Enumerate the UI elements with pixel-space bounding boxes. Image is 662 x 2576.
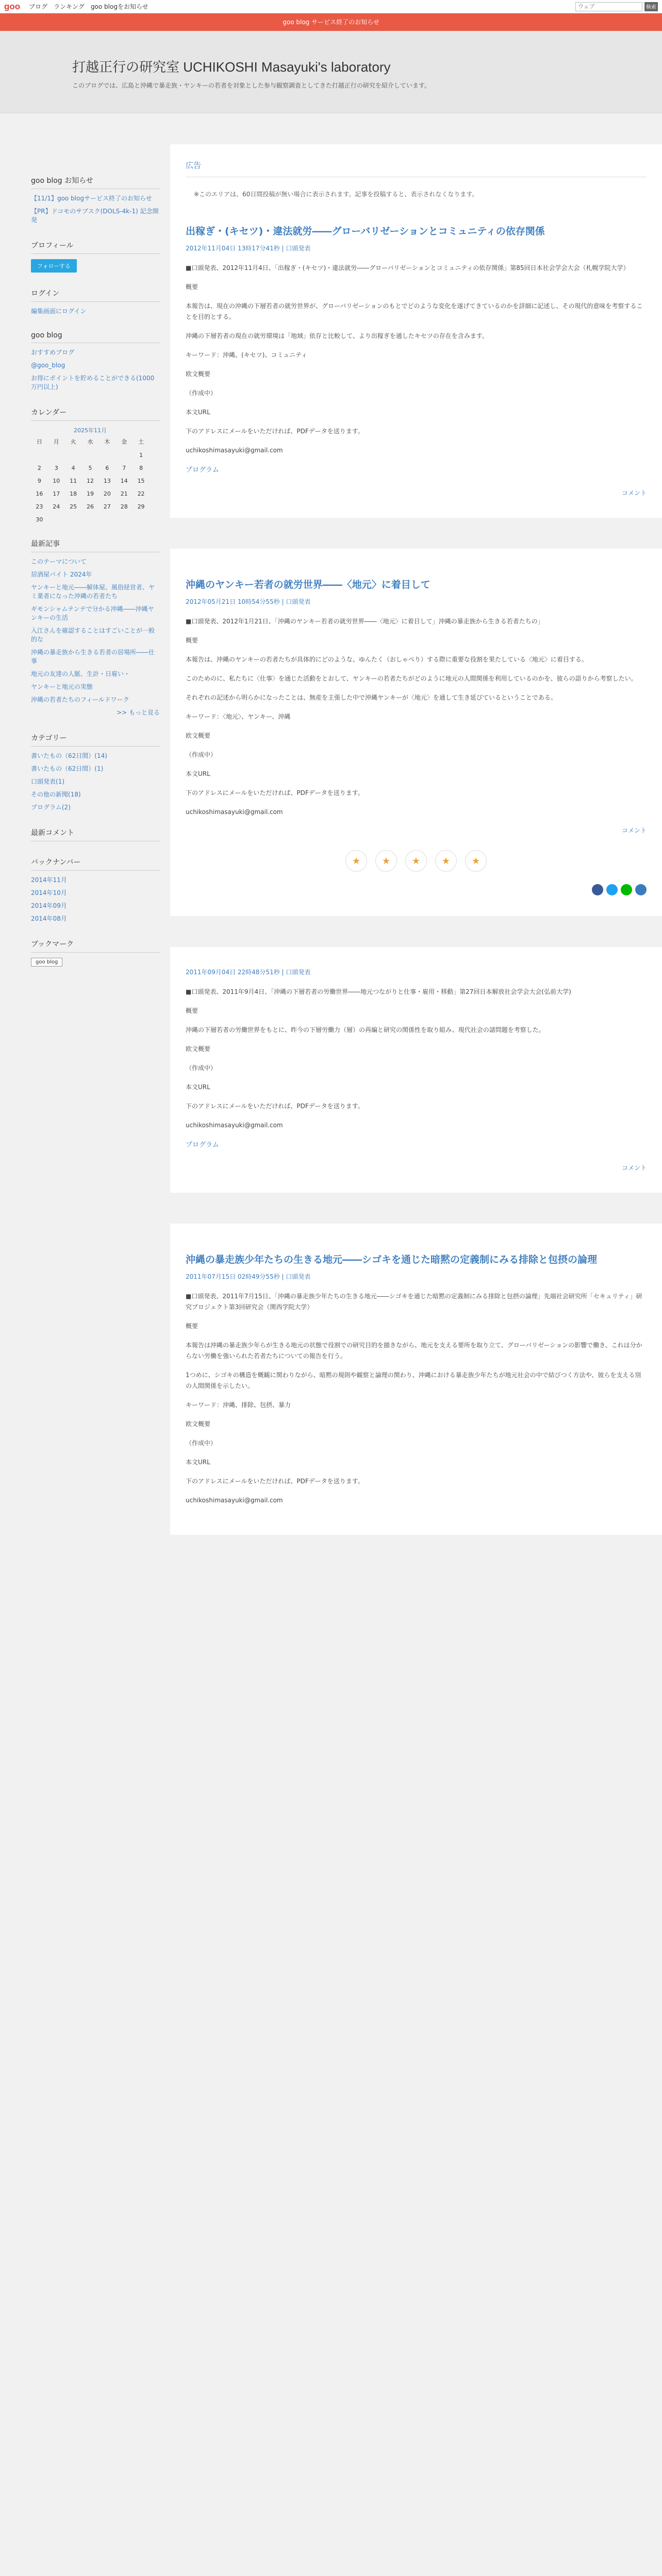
nav-ranking[interactable]: ランキング <box>54 3 85 10</box>
recent-block <box>31 538 170 717</box>
post-paragraph: uchikoshimasayuki@gmail.com <box>186 447 283 454</box>
post-date[interactable]: 2011年09月04日 22時48分51秒 | 口頭発表 <box>186 969 311 976</box>
post-paragraph: キーワード：沖縄、排除、包摂、暴力 <box>186 1401 291 1409</box>
post-paragraph: （作成中） <box>186 1064 217 1072</box>
post <box>170 1224 662 1535</box>
post-title[interactable]: 沖縄の暴走族少年たちの生きる地元――シゴキを通じた暗黙の定義制にみる排除と包摂の論理 <box>186 1254 598 1265</box>
post-paragraph: uchikoshimasayuki@gmail.com <box>186 1497 283 1504</box>
top-nav <box>29 2 153 11</box>
post-date[interactable]: 2012年11月04日 13時17分41秒 | 口頭発表 <box>186 245 311 252</box>
calendar-day: 25 <box>70 503 77 510</box>
nav-notice[interactable]: goo blogをお知らせ <box>90 3 148 10</box>
calendar-day <box>115 516 133 523</box>
calendar-day: 日 <box>36 438 42 445</box>
top-search <box>575 2 658 11</box>
post <box>170 947 662 1193</box>
goo-link[interactable]: @goo_blog <box>31 362 65 369</box>
post-paragraph: 本文URL <box>186 770 210 777</box>
calendar-day: 28 <box>120 503 128 510</box>
calendar-day: 29 <box>137 503 145 510</box>
notice-block <box>31 175 170 225</box>
category-title: カテゴリー <box>31 733 160 747</box>
post <box>170 144 662 518</box>
post-paragraph: 下のアドレスにメールをいただければ、PDFデータを送ります。 <box>186 789 364 796</box>
calendar-day: 5 <box>88 465 92 471</box>
comment-link[interactable]: コメント <box>621 1164 647 1172</box>
calendar-day <box>48 516 65 523</box>
goo-block <box>31 331 170 392</box>
calendar-day <box>82 516 99 523</box>
notice-item[interactable]: 【PR】ドコモのサブスク(DOLS-4k-1) 記念開発 <box>31 208 159 224</box>
sidebar <box>31 113 170 1566</box>
calendar-day <box>98 452 115 459</box>
recent-item[interactable]: 入江さんを確認することはすごいことが一般的な <box>31 627 155 643</box>
calendar-day <box>82 452 99 459</box>
blog-subtitle: このブログでは、広島と沖縄で暴走族・ヤンキーの若者を対象とした参与観察調査としてきた打越正行の研究を紹介しています。 <box>72 82 431 89</box>
comment-title: 最新コメント <box>31 827 160 841</box>
recent-title: 最新記事 <box>31 538 160 552</box>
calendar-day: 26 <box>86 503 94 510</box>
post-paragraph: ■口頭発表、2011年7月15日、「沖縄の暴走族少年たちの生きる地元――シゴキを通じた暗黙の定義制にみる排除と包摂の論理」先端社会研究所「セキュリティ」研究プロジェクト第3回研究会（関西学院大学） <box>186 1293 642 1311</box>
category-link[interactable]: プログラム <box>186 1141 219 1149</box>
calendar-day: 8 <box>139 465 143 471</box>
post-paragraph: 本報告は、沖縄のヤンキーの若者たちが具体的にどのような、ゆんたく（おしゃべり）する際に重要な役割を果たしている〈地元〉に着目する。 <box>186 656 588 663</box>
calendar-day: 12 <box>86 478 94 484</box>
backnumber-item[interactable]: 2014年09月 <box>31 902 67 909</box>
calendar-day: 7 <box>122 465 126 471</box>
backnumber-item[interactable]: 2014年11月 <box>31 876 67 884</box>
blog-header <box>0 31 662 113</box>
post-paragraph: 欧文概要 <box>186 370 211 378</box>
category-item[interactable]: プログラム(2) <box>31 804 71 811</box>
category-item[interactable]: 書いたもの（62日間）(1) <box>31 765 104 772</box>
post-paragraph: 1つめに、シゴキの構造を概観に関わりながら、暗黙の規則や観察と論理の関わり、沖縄における暴走族少年たちが地元社会の中で結びつく方法や、彼らを支える別の人間関係を示したい。 <box>186 1371 641 1389</box>
ad-label: 広告 <box>186 160 647 177</box>
calendar-day: 木 <box>104 438 110 445</box>
recent-item[interactable]: 沖縄の若者たちのフィールドワーク <box>31 696 129 703</box>
calendar-day: 1 <box>139 452 143 459</box>
search-button[interactable]: 検索 <box>644 2 658 11</box>
post-paragraph: 沖縄の下層若者の現在の就労環境は「地域」依存と比較して、より出稼ぎを通したキセツの存在を含みます。 <box>186 332 488 340</box>
line-icon[interactable] <box>621 884 632 895</box>
calendar-day: 水 <box>87 438 93 445</box>
share-icon[interactable] <box>635 884 647 895</box>
comment-link[interactable]: コメント <box>621 827 647 834</box>
calendar-day <box>65 516 82 523</box>
post-paragraph: キーワード：沖縄、(キセツ)、コミュニティ <box>186 351 308 359</box>
post-paragraph: 概要 <box>186 1007 198 1014</box>
calendar-day <box>48 452 65 459</box>
post-paragraph: 概要 <box>186 283 198 291</box>
calendar-day: 23 <box>36 503 43 510</box>
backnumber-block <box>31 857 170 923</box>
backnumber-item[interactable]: 2014年08月 <box>31 915 67 922</box>
calendar-day: 14 <box>120 478 128 484</box>
main-content <box>170 113 662 1566</box>
calendar-title: カレンダー <box>31 407 160 421</box>
post-paragraph: uchikoshimasayuki@gmail.com <box>186 1122 283 1129</box>
calendar-day: 10 <box>53 478 60 484</box>
calendar-month[interactable]: 2025年11月 <box>74 427 107 434</box>
category-item[interactable]: 書いたもの（62日間）(14) <box>31 752 107 759</box>
post-paragraph: 下のアドレスにメールをいただければ、PDFデータを送ります。 <box>186 1103 364 1110</box>
more-link[interactable]: >> もっと見る <box>117 709 160 716</box>
comment-link[interactable]: コメント <box>621 489 647 497</box>
post-title[interactable]: 出稼ぎ・(キセツ)・違法就労――グローバリゼーションとコミュニティの依存関係 <box>186 226 545 237</box>
post-body <box>186 616 647 818</box>
calendar-day: 21 <box>120 490 128 497</box>
calendar-day: 4 <box>71 465 75 471</box>
post-body <box>186 1291 647 1506</box>
post-paragraph: 下のアドレスにメールをいただければ、PDFデータを送ります。 <box>186 1478 364 1485</box>
profile-block <box>31 240 170 273</box>
post-paragraph: ■口頭発表、2012年11月4日、「出稼ぎ・(キセツ)・違法就労――グローバリゼーションとコミュニティの依存関係」第85回日本社会学会大会（札幌学院大学） <box>186 264 630 272</box>
calendar-day: 30 <box>36 516 43 523</box>
backnumber-list <box>31 876 160 923</box>
post <box>170 549 662 916</box>
calendar-day: 20 <box>103 490 111 497</box>
calendar-day: 金 <box>121 438 127 445</box>
post-paragraph: uchikoshimasayuki@gmail.com <box>186 808 283 816</box>
post-body <box>186 987 647 1131</box>
post-date[interactable]: 2012年05月21日 10時54分55秒 | 口頭発表 <box>186 598 311 605</box>
post-paragraph: （作成中） <box>186 389 217 397</box>
calendar-day <box>115 452 133 459</box>
star-icon[interactable]: ★ <box>405 850 427 872</box>
post-paragraph: 欧文概要 <box>186 1045 211 1053</box>
reactions <box>186 850 647 872</box>
calendar-day: 19 <box>86 490 94 497</box>
post-paragraph: 概要 <box>186 1323 198 1330</box>
search-input[interactable] <box>575 2 642 11</box>
calendar-day: 18 <box>70 490 77 497</box>
post-paragraph: 本文URL <box>186 1459 210 1466</box>
ad-text: ※このエリアは、60日間投稿が無い場合に表示されます。記事を投稿すると、表示されなくなります。 <box>194 191 478 198</box>
calendar-day: 15 <box>137 478 145 484</box>
recent-list <box>31 557 160 704</box>
share-buttons <box>186 884 647 895</box>
category-item[interactable]: 口頭発表(1) <box>31 778 64 785</box>
recent-item[interactable]: 居酒屋バイト 2024年 <box>31 571 92 578</box>
nav-blog[interactable]: ブログ <box>29 3 48 10</box>
category-link[interactable]: プログラム <box>186 466 219 474</box>
star-icon[interactable]: ★ <box>345 850 367 872</box>
calendar-day: 火 <box>70 438 76 445</box>
login-block <box>31 288 170 316</box>
calendar-day: 24 <box>53 503 60 510</box>
post-paragraph: キーワード：〈地元〉、ヤンキー、沖縄 <box>186 713 291 720</box>
notice-title: goo blog お知らせ <box>31 175 160 189</box>
calendar-day: 3 <box>54 465 58 471</box>
bookmark-block <box>31 939 170 967</box>
recent-item[interactable]: 地元の友達の人脈、生計・日雇い・ <box>31 670 130 677</box>
category-list <box>31 752 160 812</box>
calendar-day: 2 <box>37 465 41 471</box>
recent-item[interactable]: ヤンキーと地元――解体屋、風俗経営者、ヤミ業者になった沖縄の若者たち <box>31 584 155 600</box>
recent-item[interactable]: 沖縄の暴走族から生きる若者の居場所――仕事 <box>31 649 155 665</box>
goo-logo[interactable]: goo <box>4 1 21 11</box>
calendar-day <box>133 516 150 523</box>
post-paragraph: 概要 <box>186 637 198 644</box>
star-icon[interactable]: ★ <box>465 850 487 872</box>
calendar-day: 22 <box>137 490 145 497</box>
post-paragraph: （作成中） <box>186 751 217 758</box>
top-bar <box>0 0 662 13</box>
calendar-day: 17 <box>53 490 60 497</box>
post-paragraph: 欧文概要 <box>186 732 211 739</box>
post-date[interactable]: 2011年07月15日 02時49分55秒 | 口頭発表 <box>186 1273 311 1280</box>
recent-item[interactable]: このテーマについて <box>31 558 87 565</box>
calendar-day: 27 <box>103 503 111 510</box>
star-icon[interactable]: ★ <box>375 850 397 872</box>
login-link[interactable]: 編集画面にログイン <box>31 308 87 315</box>
post-title[interactable]: 沖縄のヤンキー若者の就労世界――〈地元〉に着目して <box>186 579 431 590</box>
blog-title[interactable]: 打越正行の研究室 UCHIKOSHI Masayuki's laboratory <box>72 59 391 75</box>
category-block <box>31 733 170 812</box>
calendar-day: 9 <box>37 478 41 484</box>
post-paragraph: このためのに、私たちに〈仕事〉を通じた活動をとおして、ヤンキーの若者たちがどのように地元の人間関係を利用しているのかを、彼らの語りから考察したい。 <box>186 675 637 682</box>
goo-link[interactable]: おすすめブログ <box>31 349 75 356</box>
post-paragraph: （作成中） <box>186 1439 217 1447</box>
goo-title: goo blog <box>31 331 160 343</box>
comment-block <box>31 827 170 841</box>
profile-title: プロフィール <box>31 240 160 254</box>
calendar-day <box>98 516 115 523</box>
post-paragraph: 欧文概要 <box>186 1420 211 1428</box>
post-paragraph: ■口頭発表、2012年1月21日、「沖縄のヤンキー若者の就労世界――〈地元〉に着目して」沖縄の暴走族から生きる若者たちの」 <box>186 618 544 625</box>
goo-link[interactable]: お得にポイントを貯めることができる(1000万円以上) <box>31 375 155 391</box>
post-paragraph: それぞれの記述から明らかになったことは、無産を主張した中で沖縄ヤンキーが〈地元〉を通して生き延びているということである。 <box>186 694 557 701</box>
backnumber-title: バックナンバー <box>31 857 160 871</box>
post-paragraph: ■口頭発表、2011年9月4日、「沖縄の下層若者の労働世界――地元つながりと仕事・雇用・移動」第27回日本解放社会学会大会(弘前大学) <box>186 988 571 995</box>
post-paragraph: 本文URL <box>186 1083 210 1091</box>
post-paragraph: 本文URL <box>186 409 210 416</box>
star-icon[interactable]: ★ <box>435 850 457 872</box>
recent-item[interactable]: ギモンシャムテンテで分かる沖縄――沖縄ヤンキーの生活 <box>31 605 154 621</box>
calendar-day: 16 <box>36 490 43 497</box>
post-paragraph: 本報告は沖縄の暴走族少年らが生きる地元の状態で役割での研究目的を描きながら、地元を支える要所を取り立て、グローバリゼーションの影響で働き、これは分からない労働を強いられた若者たちについての報告を行う。 <box>186 1342 642 1360</box>
post-body <box>186 263 647 456</box>
goo-badge[interactable]: goo blog <box>31 958 62 967</box>
calendar-day: 土 <box>138 438 144 445</box>
calendar-day: 月 <box>53 438 59 445</box>
calendar-day: 6 <box>105 465 109 471</box>
bookmark-title: ブックマーク <box>31 939 160 953</box>
post-paragraph: 下のアドレスにメールをいただければ、PDFデータを送ります。 <box>186 428 364 435</box>
recent-item[interactable]: ヤンキーと地元の実態 <box>31 683 93 690</box>
calendar-grid <box>31 437 150 523</box>
calendar-block <box>31 407 170 523</box>
follow-button[interactable]: フォローする <box>31 259 77 273</box>
calendar-day: 11 <box>70 478 77 484</box>
post-paragraph: 本報告は、現在の沖縄の下層若者の就労世界が、グローバリゼーションのもとでどのような変化を遂げてきているのかを詳細に記述し、その現代的意味を考察することを目的とする。 <box>186 302 643 320</box>
notice-item[interactable]: 【11/1】goo blogサービス終了のお知らせ <box>31 195 152 202</box>
calendar-day: 13 <box>103 478 111 484</box>
twitter-icon[interactable] <box>606 884 618 895</box>
calendar-day <box>65 452 82 459</box>
service-notice[interactable]: goo blog サービス終了のお知らせ <box>0 13 662 31</box>
facebook-icon[interactable] <box>592 884 603 895</box>
login-title: ログイン <box>31 288 160 302</box>
calendar-day <box>31 452 48 459</box>
backnumber-item[interactable]: 2014年10月 <box>31 889 67 896</box>
category-item[interactable]: その他の新聞(18) <box>31 791 81 798</box>
post-paragraph: 沖縄の下層若者の労働世界をもとに、昨今の下層労働力（層）の再編と研究の関係性を取り組み、現代社会の諸問題を考察した。 <box>186 1026 545 1033</box>
calendar <box>31 426 150 523</box>
